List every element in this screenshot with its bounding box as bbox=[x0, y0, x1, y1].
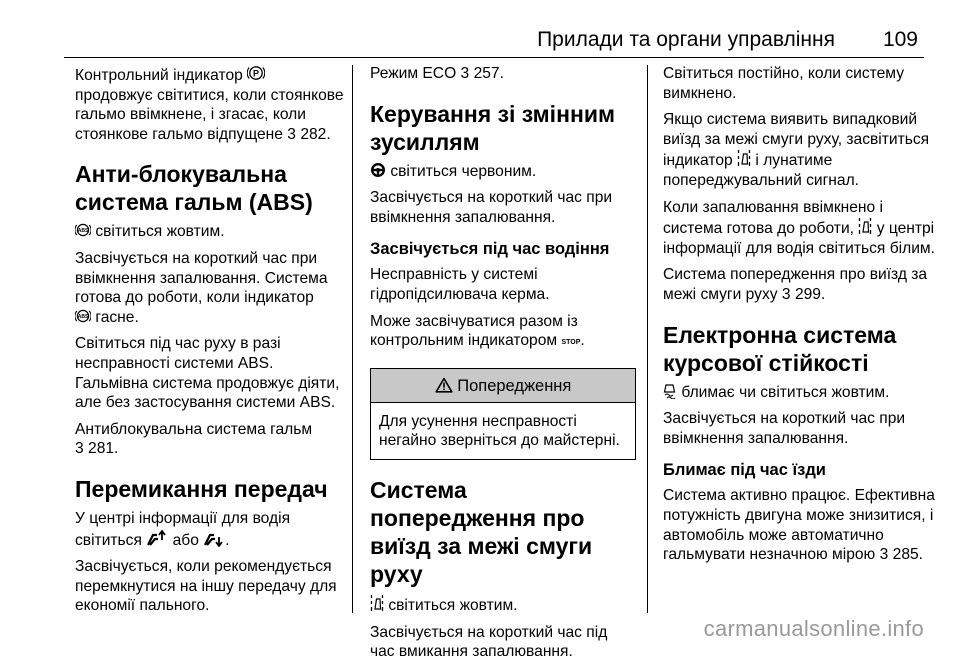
abs-icon bbox=[75, 222, 91, 238]
paragraph: Коли запалювання ввімкнено і система готова до роботи, у центрі інформації для водія світиться білим. bbox=[663, 198, 935, 257]
page-reference[interactable]: 282. bbox=[300, 125, 331, 143]
paragraph: Світиться під час руху в разі несправності системи ABS. Гальмівна система продовжує діяти, але без застосування системи ABS. bbox=[75, 335, 340, 412]
column-1 bbox=[75, 64, 347, 623]
warning-body: Для усунення несправності негайно зверніться до майстерні. bbox=[379, 412, 620, 450]
page-reference[interactable]: 299. bbox=[794, 285, 826, 303]
paragraph: Засвічується на короткий час під час вмикання запалювання. bbox=[370, 623, 608, 661]
warning-box bbox=[370, 368, 636, 460]
page-reference[interactable]: 285. bbox=[892, 546, 923, 564]
reference-arrow: 3 bbox=[781, 285, 791, 303]
lane-departure-icon bbox=[858, 217, 872, 235]
paragraph: Несправність у системі гідропідсилювача керма. bbox=[370, 266, 550, 303]
page-header bbox=[0, 0, 960, 60]
header-rule bbox=[64, 57, 924, 58]
section-heading-gear-shift: Перемикання передач bbox=[75, 475, 328, 502]
paragraph: блимає чи світиться жовтим. bbox=[663, 383, 935, 403]
paragraph: Якщо система виявить випадковий виїзд за межі смуги руху, засвітиться індикатор і лунатиме попереджувальний сигнал. bbox=[663, 111, 930, 189]
paragraph: Засвічується на короткий час при ввімкнення запалювання. bbox=[663, 410, 906, 447]
esc-skidding-car-icon bbox=[663, 383, 677, 399]
watermark: carmanualsonline.info bbox=[703, 616, 924, 641]
section-heading-steering: Керування зі змінним зусиллям bbox=[370, 100, 616, 155]
svg-text:P: P bbox=[253, 68, 260, 79]
paragraph: Може засвічуватися разом із контрольним індикатором STOP. bbox=[370, 312, 585, 350]
column-divider bbox=[647, 65, 648, 613]
paragraph: Засвічується на короткий час при ввімкнення запалювання. Система готова до роботи, коли індикатор ABS гасне. bbox=[75, 249, 328, 326]
paragraph: світиться жовтим. bbox=[370, 594, 636, 616]
section-heading-abs: Анти-блокувальна система гальм (ABS) bbox=[75, 161, 313, 216]
paragraph: Антиблокувальна система гальм 3 281. bbox=[75, 420, 313, 458]
page-reference[interactable]: 257. bbox=[473, 65, 504, 82]
abs-icon bbox=[75, 308, 91, 324]
column-divider bbox=[352, 65, 353, 613]
column-3 bbox=[663, 64, 935, 572]
paragraph: Засвічується, коли рекомендується перемкнутися на іншу передачу для економії пального. bbox=[75, 558, 337, 615]
subheading-blinks-while-driving: Блимає під час їзди bbox=[663, 461, 826, 480]
paragraph: світиться червоним. bbox=[370, 162, 636, 182]
warning-triangle-icon bbox=[435, 377, 453, 393]
paragraph: Режим ECO 3 257. bbox=[370, 65, 504, 82]
lane-departure-icon bbox=[370, 594, 384, 612]
svg-text:ABS: ABS bbox=[77, 313, 89, 320]
page-title: Прилади та органи управління bbox=[537, 28, 835, 51]
steering-wheel-icon bbox=[370, 162, 386, 178]
paragraph: ABS світиться жовтим. bbox=[75, 222, 347, 242]
stop-icon: STOP bbox=[561, 339, 581, 347]
reference-arrow: 3 bbox=[460, 65, 470, 82]
warning-title: Попередження bbox=[371, 369, 635, 403]
paragraph: Світиться постійно, коли систему вимкнено. bbox=[663, 65, 904, 102]
reference-arrow: 3 bbox=[879, 546, 889, 564]
shift-up-icon bbox=[146, 529, 168, 547]
section-heading-esc: Електронна система курсової стійкості bbox=[663, 321, 897, 376]
column-2 bbox=[370, 64, 636, 669]
reference-arrow: 3 bbox=[287, 125, 296, 143]
parking-brake-icon bbox=[247, 64, 265, 82]
reference-arrow: 3 bbox=[75, 440, 84, 458]
shift-down-icon bbox=[203, 529, 225, 547]
lane-departure-icon bbox=[737, 149, 751, 167]
section-heading-lane-departure: Система попередження про виїзд за межі смуги руху bbox=[370, 476, 593, 587]
page-reference[interactable]: 281. bbox=[88, 440, 119, 458]
paragraph: Система активно працює. Ефективна потужність двигуна може знизитися, і автомобіль може автоматично гальмувати незначною мірою 3 285. bbox=[663, 487, 935, 564]
svg-text:ABS: ABS bbox=[77, 228, 89, 235]
paragraph: У центрі інформації для водія світиться або . bbox=[75, 509, 291, 549]
paragraph: Система попередження про виїзд за межі смуги руху 3 299. bbox=[663, 266, 928, 303]
paragraph: Засвічується на короткий час при ввімкнення запалювання. bbox=[370, 189, 613, 226]
page-number: 109 bbox=[882, 28, 918, 51]
subheading-while-driving: Засвічується під час водіння bbox=[370, 240, 610, 259]
paragraph: Контрольний індикатор P продовжує світитися, коли стоянкове гальмо ввімкнене, і згасає, коли стоянкове гальмо відпущене 3 282. bbox=[75, 64, 347, 144]
